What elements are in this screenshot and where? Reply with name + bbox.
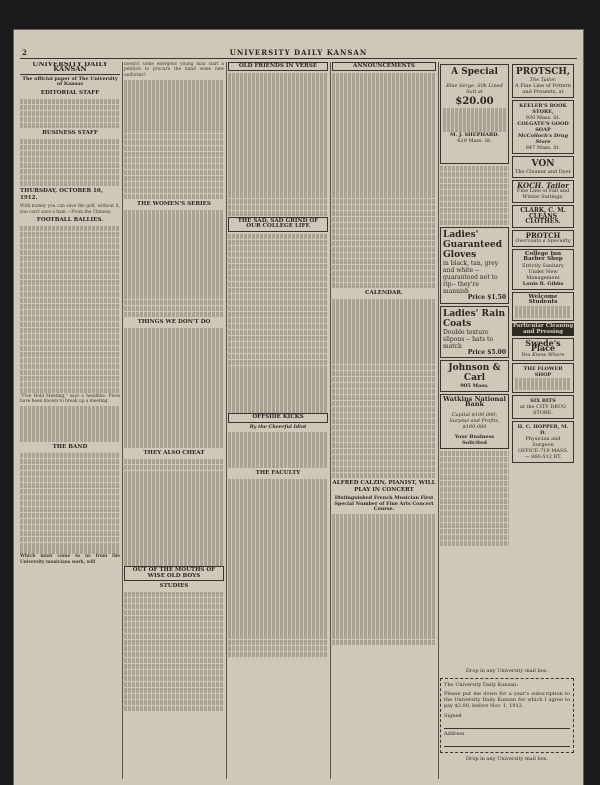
bank-capital: Capital $100,000; Surplus and Profits, $100,000 [449,411,500,430]
special-suit-ad [440,64,509,164]
protch-overcoats-ad [512,230,574,247]
drop-mailbox-bottom: Drop in any University mail box. [465,756,549,762]
raincoats-price: Price $5.00 [467,348,506,356]
johnson-address: 905 Mass. [460,383,489,390]
flower-shop-ad [512,363,574,394]
calzin-subheading: Distinguished French Musician First Special Number of Fine Arts Concert Course. [334,495,434,512]
hopper-name: H. C. HOPPER, M. D. [517,424,569,437]
date-line: THURSDAY, OCTOBER 10, 1912. [20,188,103,202]
gloves-text: in black, tan, grey and white -- guaranteed not to rip-- they're mannish [443,260,499,296]
special-price: $20.00 [455,96,494,107]
koch-line: Fine Line of Fall and Winter Suitings. [516,188,570,201]
coupon-address-label: Address [444,731,465,737]
band-text: Which must come to us from the University musicians work, will [20,554,120,565]
column-rule [330,62,331,779]
six-bits-ad [512,395,574,419]
protsch-ad [512,64,574,98]
mccolloch-address: 847 Mass. St. [525,145,561,151]
column-rule [438,62,439,779]
special-line: Blue Serge, Silk Lined Suit at [446,83,503,95]
hopper-sub: Physician and Surgeon [525,436,561,449]
protsch-sub: The Tailor. [529,77,557,83]
protch2-title: PROTCH [525,230,561,240]
faculty-heading: THE FACULTY [255,469,301,476]
welcome-title: Welcome Students [528,293,558,306]
six-bits-title: SIX BITS [530,398,556,405]
column-two [124,62,224,779]
hopper-ad [512,421,574,463]
subscription-coupon-area [440,668,574,762]
business-staff-heading: BUSINESS STAFF [42,129,98,136]
gloves-title: Ladies' Guaranteed Gloves [443,230,503,261]
protsch-title: PROTSCH, [515,67,571,77]
johnson-carl-ad [440,360,509,392]
bank-solicit: Your Business Solicited [454,433,495,446]
mccolloch-name: McColloch's Drug Store [518,133,568,145]
keeler-address: 930 Mass. St. [525,115,561,121]
subscription-coupon [440,678,574,753]
quote: With money you can save the golf, without it, you can't save a ham.—From the Chinese. [20,204,120,215]
masthead: UNIVERSITY DAILY KANSAN [20,62,120,75]
five-hold-note: "Five Hold Meeting," says a headline. Fives have been known to break up a meeting. [20,393,120,405]
clark-title: CLARK, C. M. CLEANS CLOTHES. [520,207,566,226]
womens-series-heading: THE WOMEN'S SERIES [137,201,211,208]
von-ad [512,156,574,178]
college-grind-heading: THE SAD, SAD GRIND OF OUR COLLEGE LIFE [228,217,328,232]
shephard-name: M. J. SHEPHARD. [449,132,500,139]
coupon-text: Please put me down for a year's subscription to the University Daily Kansan for which I agree to pay $2.00, before Nov. 1, 1912. [444,691,570,709]
column-rule [122,62,123,779]
running-head [14,48,583,57]
address-line[interactable] [444,739,570,747]
out-of-mouths-heading: OUT OF THE MOUTHS OF WISE OLD BOYS [124,566,224,581]
page-number: 2 [22,48,28,57]
column-rule [226,62,227,779]
special-title: A Special [451,67,498,77]
johnson-name: Johnson & Carl [448,363,501,384]
offside-heading: OFFSIDE KICKS [228,413,328,422]
things-heading: THINGS WE DON'T DO [137,319,211,326]
gloves-price: Price $1.50 [467,294,506,302]
signed-line[interactable] [444,721,570,729]
coupon-to: The University Daily Kansan: [444,682,518,688]
barber-mgmt: Under New Management [526,268,560,281]
editorial-staff-heading: EDITORIAL STAFF [40,89,100,96]
bank-ad [440,394,509,449]
football-heading: FOOTBALL RALLIES. [36,217,104,224]
studies-heading: STUDIES [159,583,189,590]
particular-cleaning-ad: Particular Cleaning and Pressing [512,323,574,335]
announcements-heading: ANNOUNCEMENTS [332,62,436,71]
hopper-office: OFFICE-719 MASS. — 860-512 RT. [517,448,569,461]
clark-ad [512,205,574,227]
keeler-name: KEELER'S BOOK STORE, [519,103,567,115]
gloves-ad [440,227,509,303]
koch-ad [512,180,574,203]
swedes-place-ad [512,338,574,361]
swede-sub: You Know Where [521,351,565,358]
coupon-signed-label: Signed [444,713,462,719]
offside-byline: By the Cheerful Idiot [249,423,307,430]
colgate-line: COLGATE'S GOOD SOAP [517,121,569,133]
newspaper-page [14,30,583,785]
barber-sub: Strictly Sanitary [522,262,564,269]
drop-mailbox-top: Drop in any University mail box. [465,668,549,674]
protsch-line: A Fine Line of Pottern and Presents, at [515,83,571,95]
masthead-sub: The official paper of The University of Kansas [22,75,118,88]
von-sub: The Cleaner and Dyer [515,169,571,175]
von-title: VON [531,159,555,169]
swede-title: Swede's Place [525,338,561,354]
barber-title: College Inn Barber Shop [523,251,563,263]
welcome-ad [512,292,574,321]
protch2-sub: Overcoats a Specialty [515,238,571,245]
calendar-heading: CALENDAR. [365,290,403,297]
verse-heading: OLD FRIENDS IN VERSE [228,62,328,71]
shephard-address: 629 Mass. St. [457,138,492,145]
band-heading: THE BAND [52,443,88,450]
barber-ad [512,249,574,290]
koch-title: KOCH. Tailor [517,181,569,190]
flower-title: THE FLOWER SHOP [523,365,563,378]
raincoats-title: Ladies' Rain Coats [443,308,506,329]
barber-owner: Louis R. Gibbs [522,280,564,287]
city-drug-line: at the CITY DRUG STORE. [519,404,567,417]
cheat-heading: THEY ALSO CHEAT [143,449,205,456]
column-editorial [20,62,120,779]
keeler-ad [512,100,574,154]
top-rule [20,58,577,59]
raincoats-ad [440,306,509,358]
column-three [228,62,328,779]
running-head-title: UNIVERSITY DAILY KANSAN [229,48,368,57]
bank-title: Watkins National Bank [443,395,506,409]
band-uniform-text: doesn't some energetic young man start a petition to procure the band some new uniforms? [124,62,224,78]
raincoats-text: Double texture slipons -- hats to match [443,328,494,350]
column-announcements [332,62,436,779]
calzin-heading: ALFRED CALZIN, PIANIST, WILL PLAY IN CONCERT [332,480,436,494]
